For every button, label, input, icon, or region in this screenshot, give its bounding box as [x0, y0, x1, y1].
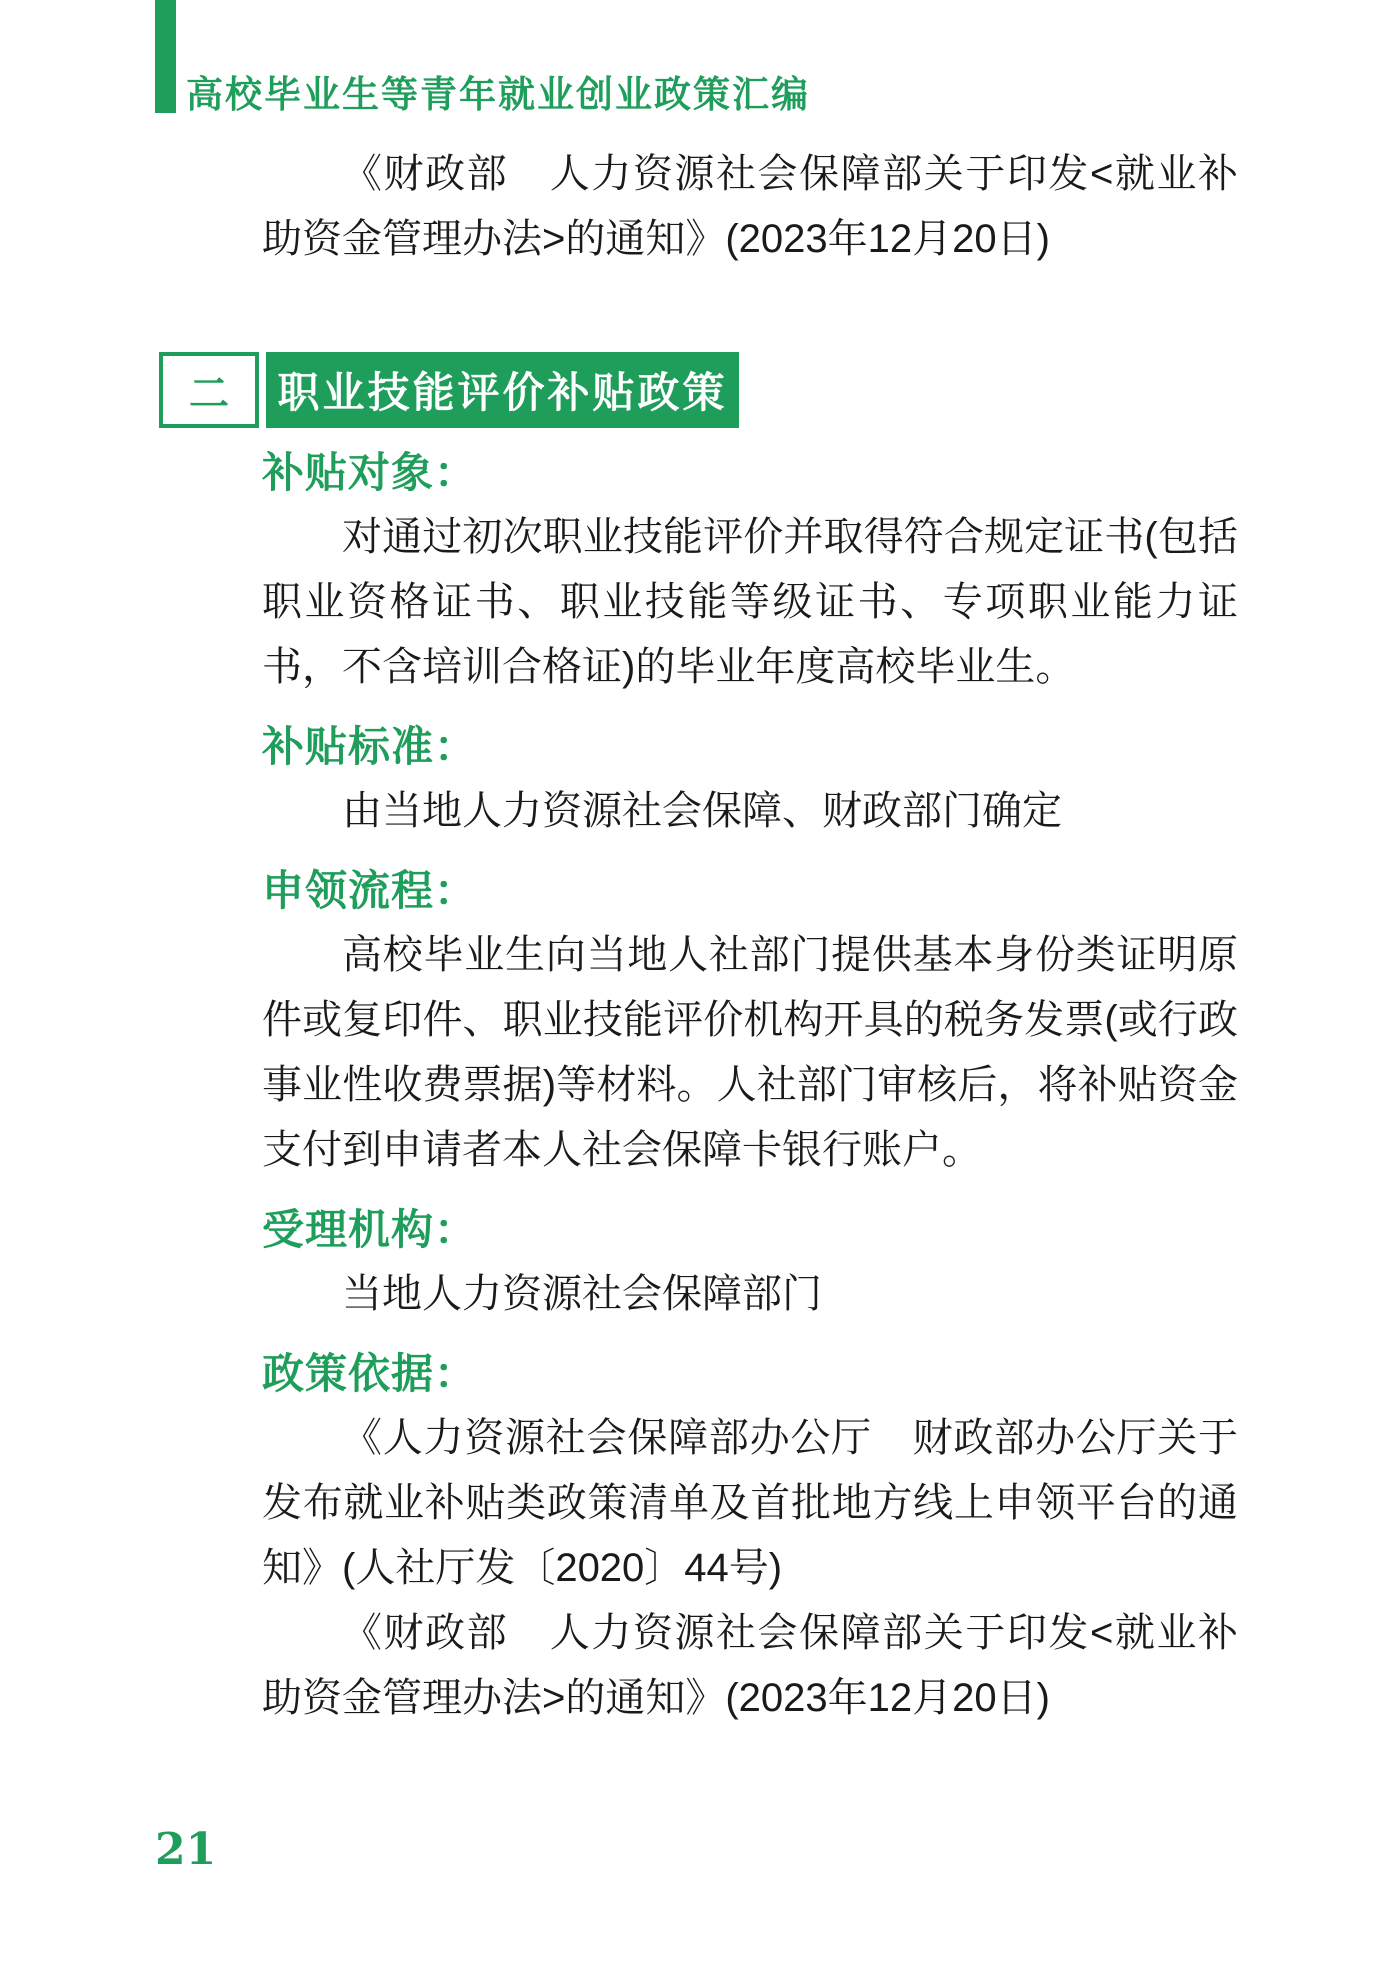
content-blocks — [262, 440, 1238, 1731]
page-number: 21 — [155, 1824, 217, 1875]
block-policy-basis — [262, 1341, 1238, 1731]
header-accent-bar — [155, 0, 176, 113]
block-heading-subsidy-standard: 补贴标准： — [262, 723, 478, 770]
section-title-banner: 职业技能评价补贴政策 — [266, 352, 739, 428]
block-subsidy-standard — [262, 714, 1238, 844]
block-heading-policy-basis: 政策依据： — [262, 1350, 478, 1397]
block-accepting-agency — [262, 1197, 1238, 1327]
block-heading-application-process: 申领流程： — [262, 867, 478, 914]
block-paragraph: 高校毕业生向当地人社部门提供基本身份类证明原件或复印件、职业技能评价机构开具的税务发票(或行政事业性收费票据)等材料。人社部门审核后，将补贴资金支付到申请者本人社会保障卡银行账户。 — [262, 933, 1238, 1172]
block-heading-accepting-agency: 受理机构： — [262, 1206, 478, 1253]
block-paragraph: 《财政部 人力资源社会保障部关于印发<就业补助资金管理办法>的通知》(2023年12月20日) — [262, 1611, 1238, 1720]
block-paragraph: 《人力资源社会保障部办公厅 财政部办公厅关于发布就业补贴类政策清单及首批地方线上申领平台的通知》(人社厅发〔2020〕44号) — [262, 1416, 1238, 1590]
block-subsidy-target — [262, 440, 1238, 700]
intro-policy-reference: 《财政部 人力资源社会保障部关于印发<就业补助资金管理办法>的通知》(2023年12月20日) — [262, 152, 1238, 261]
block-paragraph: 由当地人力资源社会保障、财政部门确定 — [342, 789, 1062, 833]
intro-block — [262, 142, 1238, 272]
block-heading-subsidy-target: 补贴对象： — [262, 449, 478, 496]
block-application-process — [262, 858, 1238, 1183]
section-number-badge: 二 — [159, 352, 259, 428]
page-title: 高校毕业生等青年就业创业政策汇编 — [186, 74, 810, 115]
block-paragraph: 当地人力资源社会保障部门 — [342, 1272, 822, 1316]
block-paragraph: 对通过初次职业技能评价并取得符合规定证书(包括职业资格证书、职业技能等级证书、专项职业能力证书，不含培训合格证)的毕业年度高校毕业生。 — [262, 515, 1238, 689]
section-header — [159, 352, 739, 428]
